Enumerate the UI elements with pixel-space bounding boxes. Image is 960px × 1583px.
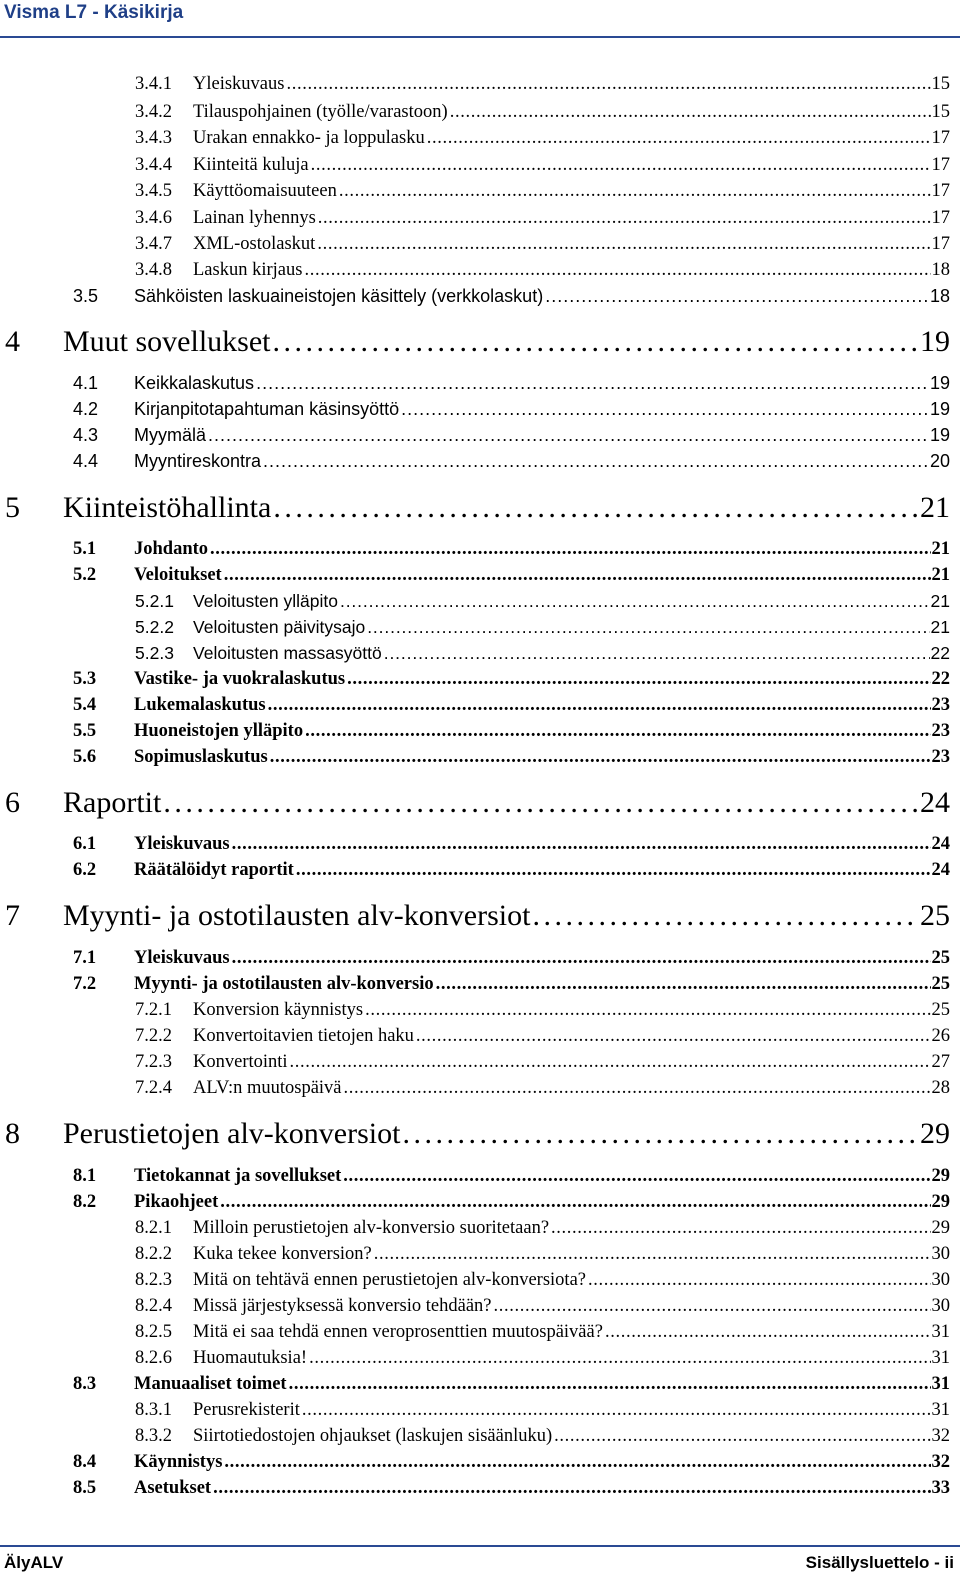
toc-entry-number: 3.4.2: [135, 102, 172, 122]
toc-dot-leader: [374, 1244, 931, 1265]
toc-dot-leader: [551, 1218, 930, 1239]
toc-entry[interactable]: [135, 617, 950, 638]
toc-entry-page: 23: [931, 747, 950, 767]
toc-entry-title: Perusrekisterit: [193, 1400, 300, 1420]
footer-product-name: ÄlyALV: [4, 1553, 64, 1572]
toc-entry-page: 19: [920, 325, 950, 358]
toc-entry-number: 5.1: [73, 539, 97, 559]
toc-dot-leader: [302, 1400, 931, 1421]
toc-entry[interactable]: [135, 155, 950, 176]
toc-entry[interactable]: [73, 565, 950, 586]
toc-entry-title: XML-ostolaskut: [193, 234, 316, 254]
toc-entry-page: 31: [931, 1374, 950, 1394]
toc-dot-leader: [367, 617, 929, 638]
toc-entry-number: 3.4.6: [135, 208, 172, 228]
toc-dot-leader: [311, 155, 931, 176]
toc-entry-number: 3.5: [73, 286, 99, 306]
toc-entry-page: 26: [931, 1026, 950, 1046]
toc-entry[interactable]: [73, 425, 950, 446]
toc-dot-leader: [339, 181, 931, 202]
toc-entry-page: 15: [931, 74, 950, 94]
toc-entry-page: 33: [931, 1478, 950, 1498]
toc-entry-title: Perustietojen alv-konversiot: [63, 1117, 401, 1150]
toc-entry-page: 28: [931, 1078, 950, 1098]
toc-entry-title: Vastike- ja vuokralaskutus: [134, 669, 346, 689]
toc-entry-number: 8.2.2: [135, 1244, 172, 1264]
toc-entry-page: 18: [929, 286, 950, 306]
toc-entry-title: Lukemalaskutus: [134, 695, 266, 715]
toc-entry[interactable]: [135, 1270, 950, 1291]
toc-entry-number: 5: [5, 491, 20, 524]
toc-entry-number: 8.4: [73, 1452, 97, 1472]
toc-entry-title: Huoneistojen ylläpito: [134, 721, 304, 741]
toc-dot-leader: [365, 1000, 930, 1021]
toc-entry[interactable]: [135, 234, 950, 255]
toc-entry-number: 8.1: [73, 1166, 97, 1186]
toc-entry-number: 4: [5, 325, 20, 358]
toc-entry-page: 18: [931, 260, 950, 280]
toc-entry-title: Mitä ei saa tehdä ennen veroprosenttien muutospäivää?: [193, 1322, 603, 1342]
toc-entry[interactable]: [73, 451, 950, 472]
toc-entry-title: Pikaohjeet: [134, 1192, 219, 1212]
toc-entry-title: Kiinteitä kuluja: [193, 155, 309, 175]
toc-entry-title: Johdanto: [134, 539, 209, 559]
toc-dot-leader: [318, 208, 931, 229]
toc-entry[interactable]: [73, 286, 950, 307]
toc-dot-leader: [305, 721, 930, 742]
toc-entry[interactable]: [135, 260, 950, 281]
toc-entry[interactable]: [5, 491, 950, 525]
toc-entry-title: Laskun kirjaus: [193, 260, 303, 280]
toc-entry-title: Räätälöidyt raportit: [134, 860, 294, 880]
toc-entry-page: 19: [929, 373, 950, 393]
toc-dot-leader: [401, 399, 929, 420]
toc-entry-title: Veloitusten päivitysajo: [193, 617, 366, 637]
toc-dot-leader: [532, 899, 919, 933]
toc-dot-leader: [256, 373, 929, 394]
toc-entry[interactable]: [5, 1117, 950, 1151]
toc-entry-number: 8.2.6: [135, 1348, 172, 1368]
toc-entry-title: Kuka tekee konversion?: [193, 1244, 372, 1264]
toc-entry-title: Siirtotiedostojen ohjaukset (laskujen sisäänluku): [193, 1426, 553, 1446]
toc-entry[interactable]: [73, 1192, 950, 1213]
toc-entry-page: 21: [931, 565, 950, 585]
toc-entry-number: 5.2: [73, 565, 97, 585]
toc-entry[interactable]: [73, 1374, 950, 1395]
toc-entry-number: 3.4.4: [135, 155, 172, 175]
toc-dot-leader: [208, 425, 929, 446]
toc-entry-page: 30: [931, 1270, 950, 1290]
toc-entry-page: 32: [931, 1426, 950, 1446]
toc-entry[interactable]: [5, 899, 950, 933]
toc-dot-leader: [273, 491, 919, 525]
toc-entry-title: Yleiskuvaus: [134, 948, 230, 968]
toc-entry-number: 4.4: [73, 451, 99, 471]
toc-dot-leader: [163, 786, 919, 820]
toc-entry-page: 25: [931, 1000, 950, 1020]
toc-entry-number: 5.3: [73, 669, 97, 689]
toc-entry-page: 31: [931, 1348, 950, 1368]
page-header-title: Visma L7 - Käsikirja: [4, 2, 184, 23]
toc-entry-number: 8.3.2: [135, 1426, 172, 1446]
toc-entry-title: Urakan ennakko- ja loppulasku: [193, 128, 425, 148]
toc-entry-title: Veloitusten ylläpito: [193, 591, 338, 611]
toc-entry-page: 23: [931, 695, 950, 715]
toc-dot-leader: [588, 1270, 931, 1291]
toc-entry[interactable]: [135, 208, 950, 229]
toc-entry-title: Asetukset: [134, 1478, 212, 1498]
toc-entry-page: 25: [931, 948, 950, 968]
toc-dot-leader: [290, 1052, 931, 1073]
toc-entry[interactable]: [73, 974, 950, 995]
toc-entry[interactable]: [135, 74, 950, 95]
toc-entry[interactable]: [135, 1322, 950, 1343]
toc-entry-page: 21: [930, 617, 950, 637]
toc-entry-number: 7.2: [73, 974, 97, 994]
toc-entry-page: 22: [930, 643, 950, 663]
toc-entry-page: 25: [931, 974, 950, 994]
toc-dot-leader: [213, 1478, 930, 1499]
toc-entry-page: 17: [931, 128, 950, 148]
toc-entry-number: 7.2.1: [135, 1000, 172, 1020]
toc-entry-number: 7.2.3: [135, 1052, 172, 1072]
toc-entry[interactable]: [73, 1478, 950, 1499]
toc-entry[interactable]: [135, 591, 950, 612]
toc-entry-title: Käyttöomaisuuteen: [193, 181, 337, 201]
toc-entry-number: 8.2.5: [135, 1322, 172, 1342]
toc-entry-title: Missä järjestyksessä konversio tehdään?: [193, 1296, 492, 1316]
toc-entry[interactable]: [135, 1296, 950, 1317]
toc-dot-leader: [224, 565, 931, 586]
toc-dot-leader: [494, 1296, 931, 1317]
toc-dot-leader: [309, 1348, 930, 1369]
toc-entry-number: 8.2: [73, 1192, 97, 1212]
toc-entry-page: 21: [931, 539, 950, 559]
toc-entry-title: Huomautuksia!: [193, 1348, 308, 1368]
toc-entry-title: Sopimuslaskutus: [134, 747, 268, 767]
toc-entry-number: 6: [5, 786, 20, 819]
toc-entry-number: 5.5: [73, 721, 97, 741]
toc-dot-leader: [296, 860, 931, 881]
toc-dot-leader: [347, 669, 930, 690]
toc-entry[interactable]: [73, 399, 950, 420]
toc-entry-title: Myymälä: [134, 425, 207, 445]
toc-dot-leader: [263, 451, 929, 472]
toc-entry[interactable]: [135, 1078, 950, 1099]
toc-dot-leader: [220, 1192, 930, 1213]
toc-entry[interactable]: [135, 1348, 950, 1369]
toc-dot-leader: [416, 1026, 931, 1047]
toc-entry[interactable]: [73, 669, 950, 690]
toc-entry-number: 8.3: [73, 1374, 97, 1394]
toc-entry-number: 7.2.2: [135, 1026, 172, 1046]
toc-entry-number: 8.2.1: [135, 1218, 172, 1238]
toc-entry-number: 8.5: [73, 1478, 97, 1498]
toc-dot-leader: [268, 695, 931, 716]
toc-entry[interactable]: [73, 747, 950, 768]
toc-dot-leader: [545, 286, 929, 307]
toc-entry[interactable]: [73, 860, 950, 881]
toc-entry-page: 29: [920, 1117, 950, 1150]
toc-entry[interactable]: [135, 1026, 950, 1047]
toc-dot-leader: [289, 1374, 931, 1395]
toc-entry-number: 8.2.3: [135, 1270, 172, 1290]
toc-entry-number: 5.6: [73, 747, 97, 767]
toc-entry-title: Myyntireskontra: [134, 451, 262, 471]
toc-entry[interactable]: [135, 1218, 950, 1239]
toc-entry-page: 30: [931, 1296, 950, 1316]
toc-entry-number: 5.4: [73, 695, 97, 715]
toc-entry[interactable]: [135, 1000, 950, 1021]
toc-entry-number: 5.2.1: [135, 591, 174, 611]
toc-entry-page: 24: [931, 834, 950, 854]
toc-entry-number: 4.2: [73, 399, 99, 419]
toc-entry-page: 17: [931, 155, 950, 175]
toc-entry-page: 19: [929, 425, 950, 445]
toc-dot-leader: [286, 74, 930, 95]
toc-entry-title: ALV:n muutospäivä: [193, 1078, 342, 1098]
toc-entry-page: 20: [929, 451, 950, 471]
toc-entry-number: 7.2.4: [135, 1078, 172, 1098]
toc-entry[interactable]: [73, 695, 950, 716]
toc-entry[interactable]: [73, 834, 950, 855]
toc-entry-number: 6.2: [73, 860, 97, 880]
toc-entry-title: Myynti- ja ostotilausten alv-konversio: [134, 974, 434, 994]
toc-entry-page: 17: [931, 234, 950, 254]
toc-entry[interactable]: [73, 1452, 950, 1473]
footer-page-label: Sisällysluettelo - ii: [805, 1553, 954, 1572]
toc-entry[interactable]: [73, 373, 950, 394]
toc-entry-page: 21: [930, 591, 950, 611]
toc-entry-number: 8: [5, 1117, 20, 1150]
toc-entry-page: 23: [931, 721, 950, 741]
toc-entry-title: Käynnistys: [134, 1452, 223, 1472]
toc-entry-number: 3.4.5: [135, 181, 172, 201]
toc-dot-leader: [344, 1078, 931, 1099]
toc-entry[interactable]: [73, 539, 950, 560]
toc-dot-leader: [317, 234, 930, 255]
toc-entry-page: 29: [931, 1218, 950, 1238]
toc-entry-number: 3.4.1: [135, 74, 172, 94]
toc-entry-page: 21: [920, 491, 950, 524]
toc-entry-page: 30: [931, 1244, 950, 1264]
toc-entry-number: 5.2.3: [135, 643, 174, 663]
toc-entry-title: Myynti- ja ostotilausten alv-konversiot: [63, 899, 531, 932]
toc-dot-leader: [224, 1452, 930, 1473]
toc-entry-title: Milloin perustietojen alv-konversio suoritetaan?: [193, 1218, 550, 1238]
toc-dot-leader: [384, 643, 930, 664]
toc-dot-leader: [436, 974, 931, 995]
toc-entry[interactable]: [135, 1426, 950, 1447]
toc-entry-page: 15: [931, 102, 950, 122]
toc-entry-title: Kirjanpitotapahtuman käsinsyöttö: [134, 399, 400, 419]
toc-entry-number: 8.3.1: [135, 1400, 172, 1420]
toc-entry[interactable]: [135, 181, 950, 202]
toc-dot-leader: [343, 1166, 930, 1187]
toc-dot-leader: [450, 102, 931, 123]
toc-entry-number: 7: [5, 899, 20, 932]
toc-dot-leader: [232, 834, 931, 855]
toc-entry-number: 6.1: [73, 834, 97, 854]
footer-divider: [0, 1545, 960, 1547]
toc-dot-leader: [554, 1426, 930, 1447]
toc-dot-leader: [605, 1322, 931, 1343]
toc-entry[interactable]: [135, 1244, 950, 1265]
toc-entry-number: 3.4.3: [135, 128, 172, 148]
toc-entry-title: Manuaaliset toimet: [134, 1374, 287, 1394]
toc-entry-number: 4.1: [73, 373, 99, 393]
toc-dot-leader: [210, 539, 930, 560]
toc-entry-title: Raportit: [63, 786, 162, 819]
toc-entry-title: Sähköisten laskuaineistojen käsittely (verkkolaskut): [134, 286, 544, 306]
toc-entry-number: 3.4.7: [135, 234, 172, 254]
toc-entry-title: Muut sovellukset: [63, 325, 271, 358]
toc-entry[interactable]: [135, 643, 950, 664]
toc-entry-number: 8.2.4: [135, 1296, 172, 1316]
toc-entry-page: 22: [931, 669, 950, 689]
toc-entry-page: 24: [920, 786, 950, 819]
toc-entry-page: 25: [920, 899, 950, 932]
toc-entry-title: Keikkalaskutus: [134, 373, 255, 393]
toc-entry-page: 31: [931, 1400, 950, 1420]
toc-entry-title: Kiinteistöhallinta: [63, 491, 272, 524]
toc-entry-title: Tilauspohjainen (työlle/varastoon): [193, 102, 448, 122]
toc-entry-page: 24: [931, 860, 950, 880]
toc-entry[interactable]: [135, 102, 950, 123]
toc-entry-title: Konversion käynnistys: [193, 1000, 364, 1020]
toc-entry-page: 17: [931, 181, 950, 201]
toc-entry-title: Tietokannat ja sovellukset: [134, 1166, 342, 1186]
toc-entry-page: 31: [931, 1322, 950, 1342]
toc-entry-number: 5.2.2: [135, 617, 174, 637]
toc-dot-leader: [427, 128, 931, 149]
toc-entry-title: Mitä on tehtävä ennen perustietojen alv-konversiota?: [193, 1270, 586, 1290]
toc-entry[interactable]: [5, 786, 950, 820]
toc-entry-page: 29: [931, 1166, 950, 1186]
toc-dot-leader: [270, 747, 931, 768]
toc-entry-title: Yleiskuvaus: [193, 74, 285, 94]
toc-entry-number: 7.1: [73, 948, 97, 968]
toc-entry-page: 27: [931, 1052, 950, 1072]
toc-entry[interactable]: [135, 128, 950, 149]
toc-entry-page: 32: [931, 1452, 950, 1472]
toc-entry[interactable]: [73, 948, 950, 969]
toc-entry-page: 19: [929, 399, 950, 419]
toc-entry[interactable]: [73, 721, 950, 742]
toc-entry-title: Konvertointi: [193, 1052, 288, 1072]
toc-entry-number: 4.3: [73, 425, 99, 445]
toc-entry[interactable]: [135, 1400, 950, 1421]
toc-entry-title: Konvertoitavien tietojen haku: [193, 1026, 414, 1046]
toc-dot-leader: [273, 325, 920, 359]
toc-entry-title: Veloitukset: [134, 565, 222, 585]
toc-entry-page: 17: [931, 208, 950, 228]
toc-entry-title: Veloitusten massasyöttö: [193, 643, 382, 663]
toc-dot-leader: [232, 948, 931, 969]
toc-entry-title: Lainan lyhennys: [193, 208, 316, 228]
toc-entry[interactable]: [73, 1166, 950, 1187]
toc-entry-number: 3.4.8: [135, 260, 172, 280]
toc-entry[interactable]: [5, 325, 950, 359]
toc-entry-page: 29: [931, 1192, 950, 1212]
toc-dot-leader: [304, 260, 930, 281]
toc-dot-leader: [340, 591, 930, 612]
toc-entry-title: Yleiskuvaus: [134, 834, 230, 854]
toc-entry[interactable]: [135, 1052, 950, 1073]
toc-dot-leader: [402, 1117, 919, 1151]
